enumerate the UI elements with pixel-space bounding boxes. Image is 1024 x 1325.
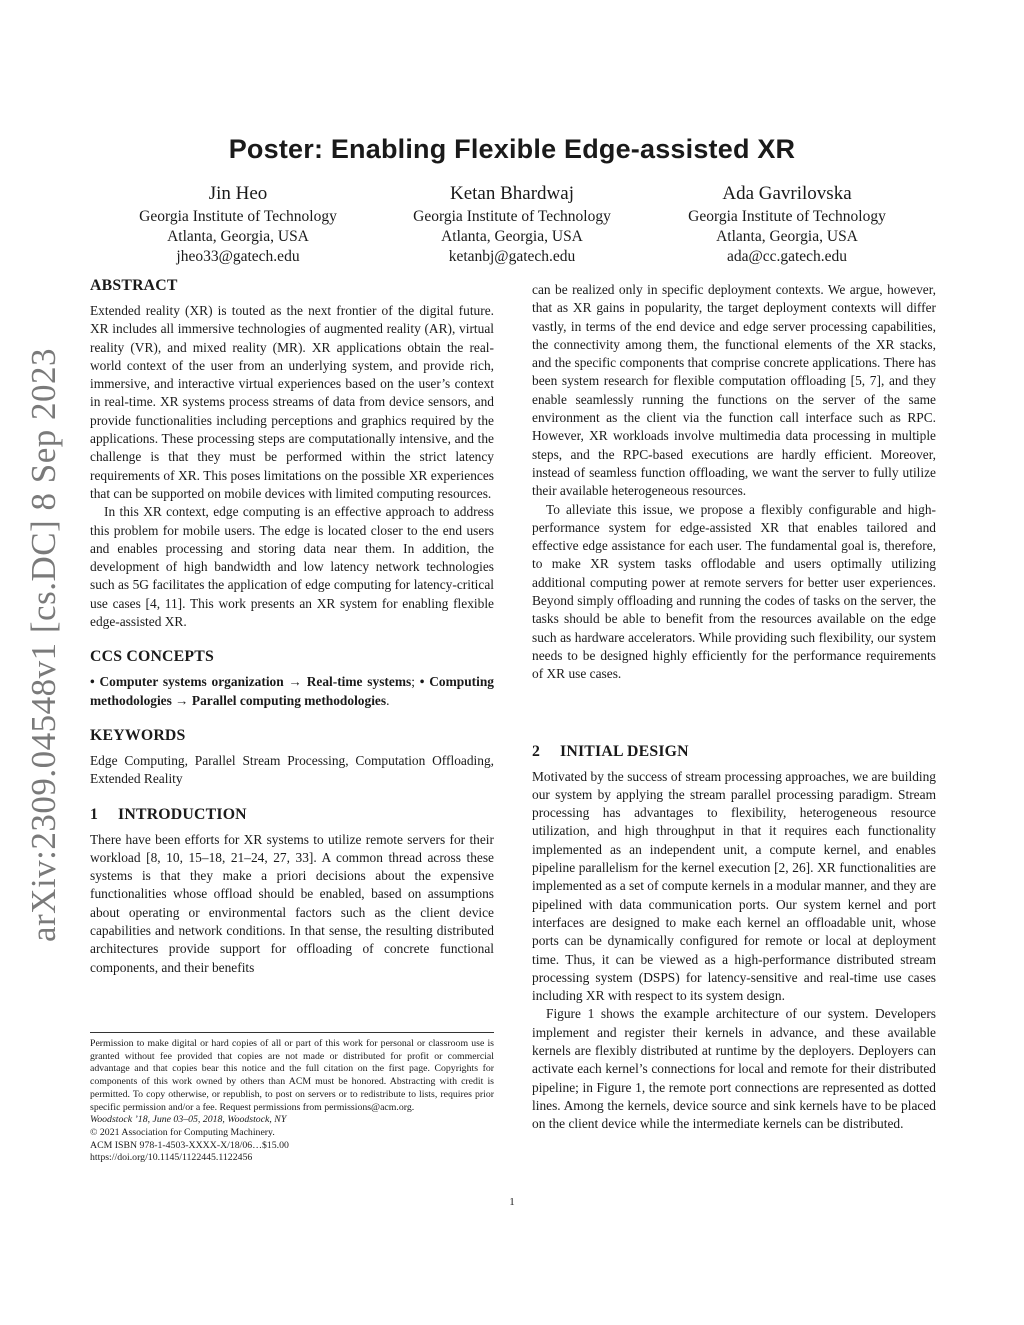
abstract-paragraph: Extended reality (XR) is touted as the next frontier of the digital future. XR includes all immersive technologies of augmented reality (AR), virtual reality (VR), and mixed reality (MR). XR applications obtain the real-world context of the user from an underlying system, and provide rich, immersive, and interactive virtual experiences based on the user’s context in real-time. XR systems process streams of data from device sensors, and provide functionalities including perceptions and graphics required by the applications. These processing steps are computationally intensive, and the challenge is that they must be performed within the strict latency requirements of XR. This poses limitations on the possible XR experiences that can be supported on mobile devices with limited computing resources. xyxy=(90,303,494,501)
isbn: ACM ISBN 978-1-4503-XXXX-X/18/06…$15.00 xyxy=(90,1139,289,1151)
permission-notice: Permission to make digital or hard copies of all or part of this work for personal or classroom use is granted without fee provided that copies are not made or distributed for profit or commercial advantage and that copies bear this notice and the full citation on the first page. Copyrights for components of this work owned by others than ACM must be honored. Abstracting with credit is permitted. To copy otherwise, or republish, to post on servers or to redistribute to lists, requires prior specific permission and/or a fee. Request permissions from permissions@acm.org. xyxy=(90,1038,494,1113)
section-title: INTRODUCTION xyxy=(118,805,247,823)
copyright: © 2021 Association for Computing Machinery. xyxy=(90,1126,275,1138)
copyright-footnote xyxy=(90,1032,494,1165)
design-paragraph: Motivated by the success of stream processing approaches, we are building our system by applying the stream parallel processing paradigm. Stream processing has advantages to flexibility, heterogeneous resource utilization, and high throughput in that it requires each functionality implemented as an independent unit, a compute kernel, and enables pipeline parallelism for the kernel execution [2, 26]. XR functionalities are implemented as a set of compute kernels in a modular manner, and they are pipelined with data communication ports. Our system kernel and port interfaces are designed to make each kernel an offloadable unit, whose ports can be dynamically configured for remote or local at deployment time. Thus, it can be viewed as a high-performance distributed stream processing system (DSPS) for latency-sensitive and real-time use cases including XR with respect to its system design. xyxy=(532,768,937,1004)
introduction-paragraph: There have been efforts for XR systems to utilize remote servers for their workload [8, 10, 15–18, 21–24, 27, 33]. A common thread across these systems is that they make a priori decisions about the expensive functionalities whose offload should be enabled, based on assumptions about operating or environmental factors such as the client device capabilities and network conditions. In that sense, the resulting distributed architectures provide support for offloading of concrete functional components, and their benefits xyxy=(90,831,494,975)
doi: https://doi.org/10.1145/1122445.1122456 xyxy=(90,1152,253,1164)
section-number: 2 xyxy=(532,742,541,760)
author-affiliation: Georgia Institute of Technology xyxy=(688,208,886,225)
section-number: 1 xyxy=(90,805,99,823)
ccs-heading: CCS CONCEPTS xyxy=(90,648,214,666)
author-name: Ada Gavrilovska xyxy=(722,183,852,204)
design-paragraph: Figure 1 shows the example architecture of our system. Developers implement and register their kernels in advance, and these available kernels are flexibly distributed at runtime by the deployers. Deployers can activate each kernel’s connections for local and remote for their distributed pipeline; in Figure 1, the remote port connections are represented as dotted lines. Among the kernels, device source and sink kernels have to be placed on the client device while the intermediate kernels can be distributed. xyxy=(532,1006,936,1132)
author-affiliation: Georgia Institute of Technology xyxy=(139,208,337,225)
author-affiliation: Georgia Institute of Technology xyxy=(413,208,611,225)
initial-design-heading xyxy=(532,742,936,762)
ccs-concept-1: • Computer systems organization → Real-time systems xyxy=(90,674,412,690)
page-title: Poster: Enabling Flexible Edge-assisted XR xyxy=(228,134,796,164)
introduction-paragraph: To alleviate this issue, we propose a flexibly configurable and high-performance system for edge-assisted XR that enables tailored and effective edge assistance for each user. The fundamental goal is, therefore, to make XR system tasks offlodable and users optimally utilizing additional computing power at remote servers for better user experiences. Beyond simply offloading and running the codes of tasks on the server, the tasks should be able to benefit from the resources available on the edge such as hardware accelerators. While providing such flexibility, our system needs to be designed highly efficiently for the performance requirements of XR use cases. xyxy=(532,501,936,682)
author-email: jheo33@gatech.edu xyxy=(176,248,300,265)
venue: Woodstock ’18, June 03–05, 2018, Woodstock, NY xyxy=(90,1114,287,1126)
section-title: INITIAL DESIGN xyxy=(560,742,689,760)
keywords-heading: KEYWORDS xyxy=(90,726,186,744)
arxiv-identifier: arXiv:2309.04548v1 [cs.DC] 8 Sep 2023 xyxy=(24,347,63,943)
author-location: Atlanta, Georgia, USA xyxy=(441,228,583,245)
author-email: ketanbj@gatech.edu xyxy=(448,248,576,265)
abstract-heading: ABSTRACT xyxy=(90,277,178,294)
author-location: Atlanta, Georgia, USA xyxy=(716,228,858,245)
author-name: Jin Heo xyxy=(208,183,268,204)
left-column xyxy=(90,276,494,977)
author-location: Atlanta, Georgia, USA xyxy=(167,228,309,245)
abstract-paragraph: In this XR context, edge computing is an effective approach to address this problem for mobile users. The edge is located closer to the end users and enables processing and storing data near them. In addition, the development of high bandwidth and low latency network technologies such as 5G facilitates the application of edge computing for latency-critical use cases [4, 11]. This work presents an XR system for enabling flexible edge-assisted XR. xyxy=(90,504,494,630)
author-name: Ketan Bhardwaj xyxy=(450,183,574,204)
right-column xyxy=(532,281,936,1133)
author-email: ada@cc.gatech.edu xyxy=(726,248,848,265)
ccs-concept-2: • Computing methodologies → Parallel computing methodologies xyxy=(90,674,494,708)
ccs-concepts xyxy=(90,673,494,710)
author-block-2 xyxy=(362,182,662,267)
ccs-end: . xyxy=(386,692,390,708)
ccs-separator: ; xyxy=(411,674,420,690)
author-block-1 xyxy=(88,182,388,267)
introduction-paragraph: can be realized only in specific deployment contexts. We argue, however, that as XR gains in popularity, the target deployment contexts will differ vastly, in terms of the end device and edge server processing capabilities, the connectivity among them, the functional elements of the XR stacks, and the specific components that comprise concrete applications. There has been system research for flexible computation offloading [5, 7], and they enable seamlessly running the functions on the server of the same environment as the client via the function call interface such as RPC. However, XR workloads involve multimedia data processing in multiple steps, and the RPC-based executions are hardly efficient. Moreover, instead of seamless function offloading, we want the server to fully utilize their available heterogeneous resources. xyxy=(532,282,936,499)
introduction-heading xyxy=(90,805,494,825)
author-block-3 xyxy=(637,182,937,267)
page-number: 1 xyxy=(509,1196,515,1208)
keywords-text: Edge Computing, Parallel Stream Processing, Computation Offloading, Extended Reality xyxy=(90,752,494,787)
